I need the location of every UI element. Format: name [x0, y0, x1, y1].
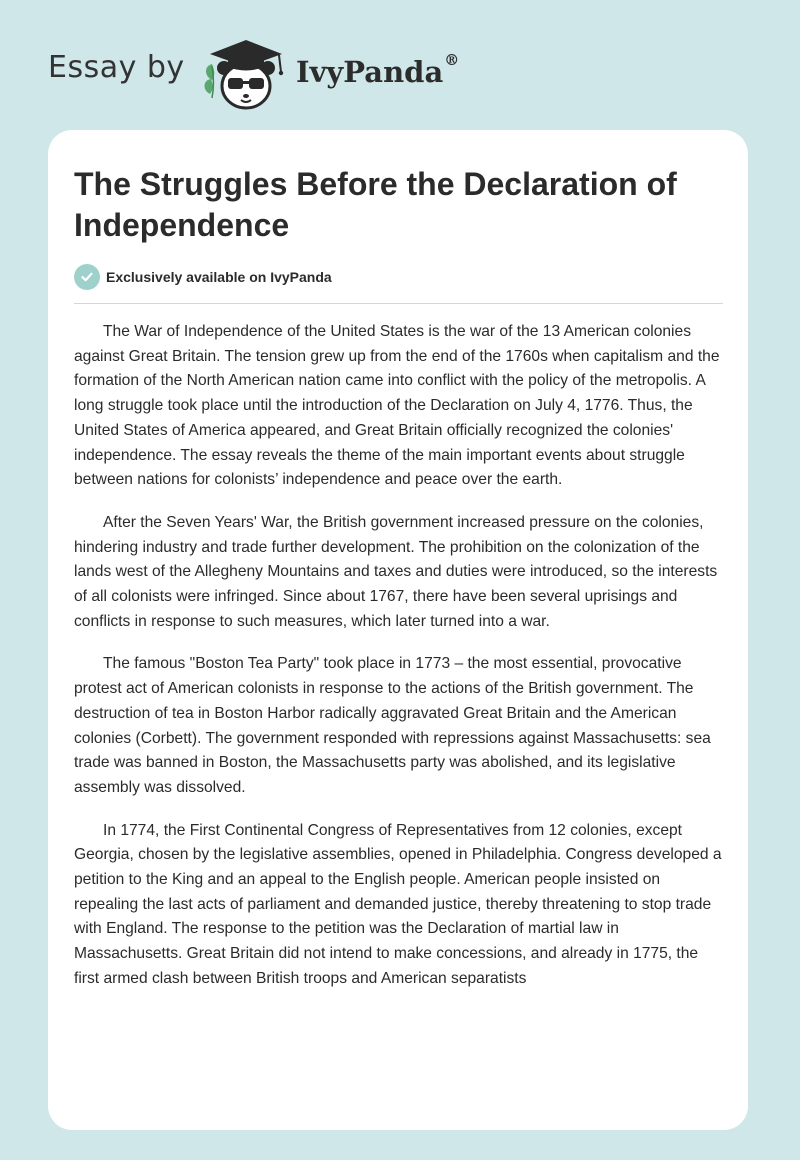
- ivypanda-panda-logo-icon[interactable]: [200, 36, 292, 112]
- essay-by-label: Essay by: [48, 50, 185, 85]
- paragraph: In 1774, the First Continental Congress of Representatives from 12 colonies, except Georgia, chosen by the legislative assemblies, opened in Philadelphia. Congress developed a petition to the King and an appeal to the English people. American people insisted on repealing the last acts of parliament and demanded justice, thereby threatening to stop trade with England. The response to the petition was the Declaration of martial law in Massachusetts. Great Britain did not intend to make concessions, and already in 1775, the first armed clash between British troops and American separatists: [74, 821, 722, 987]
- registered-mark: ®: [444, 51, 460, 69]
- paragraph: After the Seven Years' War, the British government increased pressure on the colonies, hindering industry and trade further development. The prohibition on the colonization of the lands west of the Allegheny Mountains and taxes and duties were introduced, so the interests of all colonists were infringed. Since about 1767, there have been several uprisings and conflicts in response to such measures, which later turned into a war.: [74, 513, 718, 630]
- paragraph: The War of Independence of the United States is the war of the 13 American colonies against Great Britain. The tension grew up from the end of the 1760s when capitalism and the formation of the North American nation came into conflict with the policy of the metropolis. A long struggle took place until the introduction of the Declaration on July 4, 1776. Thus, the United States of America appeared, and Great Britain officially recognized the colonies' independence. The essay reveals the theme of the main important events about struggle between nations for colonists’ independence and peace over the earth.: [74, 323, 720, 489]
- divider: [74, 303, 723, 304]
- essay-body: [74, 320, 724, 1010]
- site-header: [0, 0, 800, 130]
- check-icon: [74, 264, 100, 290]
- exclusive-badge-text: Exclusively available on IvyPanda: [106, 269, 332, 285]
- essay-title: The Struggles Before the Declaration of Independence: [74, 166, 677, 243]
- ivypanda-brand-name[interactable]: [296, 51, 460, 89]
- brand-text: IvyPanda: [296, 55, 444, 89]
- exclusive-badge: [74, 264, 332, 290]
- essay-card: [48, 130, 748, 1130]
- paragraph: The famous "Boston Tea Party" took place in 1773 – the most essential, provocative protest act of American colonists in response to the actions of the British government. The destruction of tea in Boston Harbor radically aggravated Great Britain and the American colonies (Corbett). The government responded with repressions against Massachusetts: sea trade was banned in Boston, the Massachusetts party was abolished, and its legislative assembly was dissolved.: [74, 655, 711, 796]
